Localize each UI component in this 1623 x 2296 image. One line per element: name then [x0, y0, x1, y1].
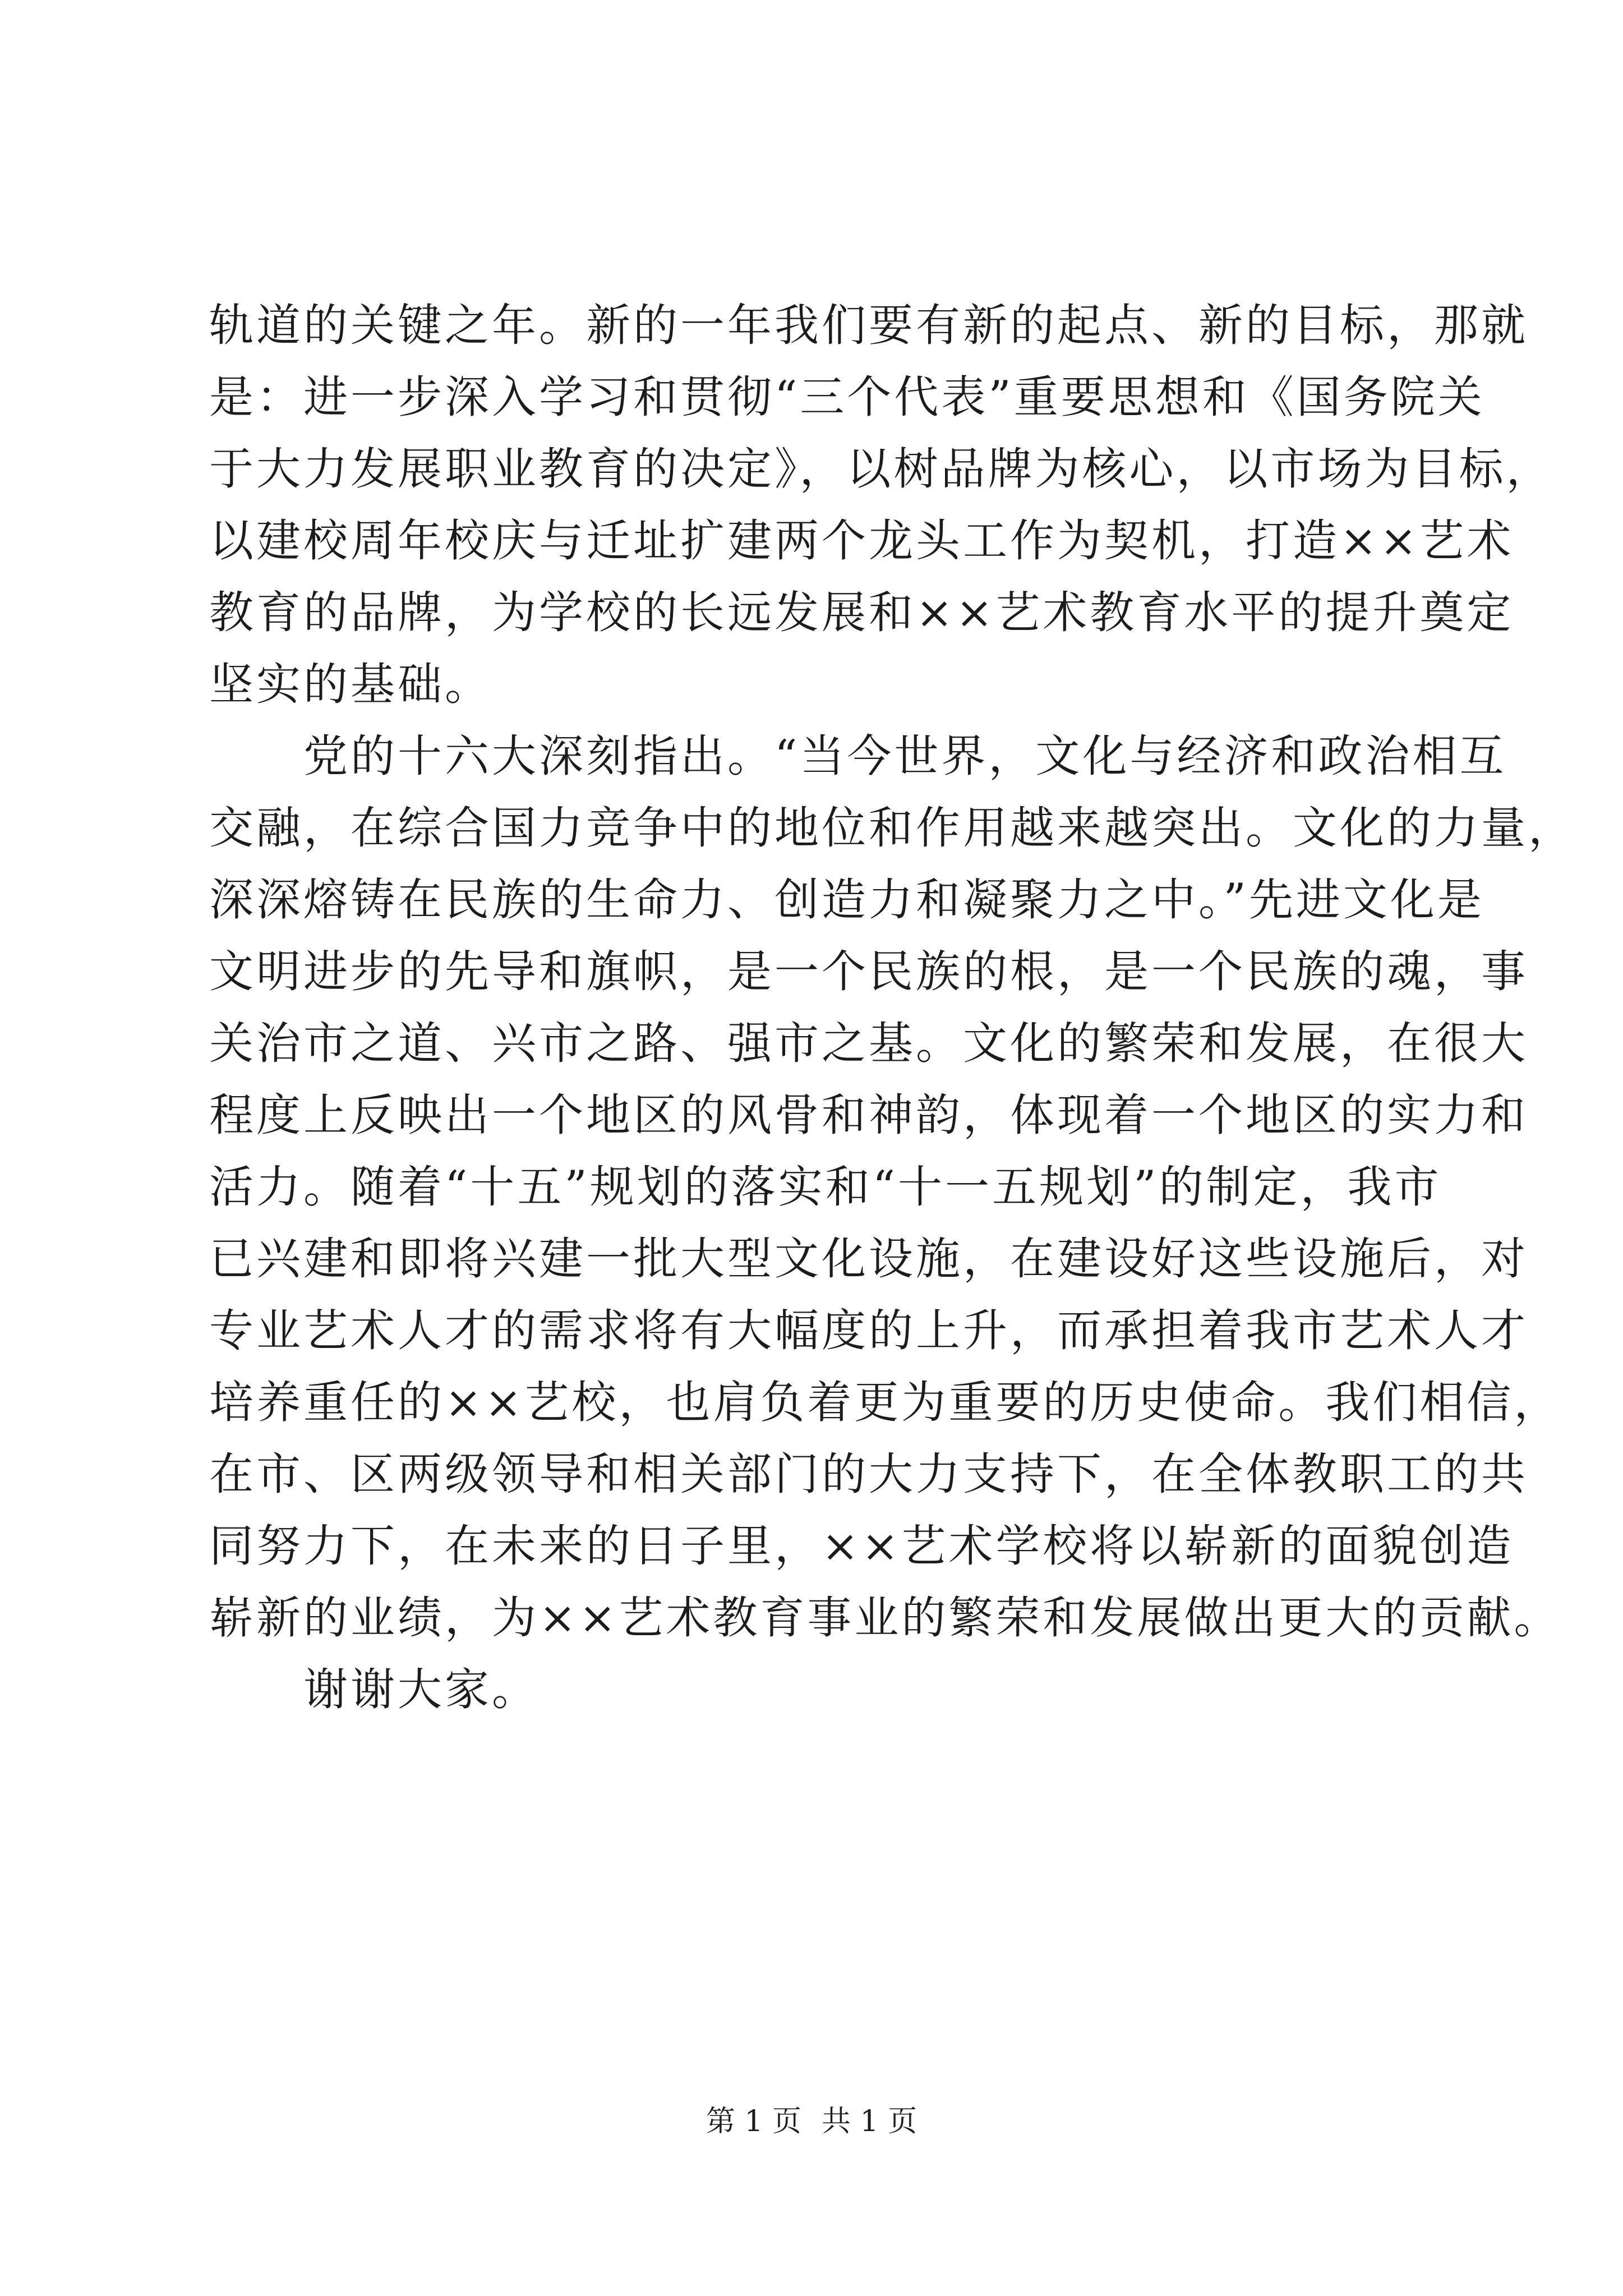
- page-total: 共 1 页: [822, 2105, 917, 2138]
- text-line: 文明进步的先导和旗帜，是一个民族的根，是一个民族的魂，事: [209, 946, 1528, 997]
- text-line: 交融，在综合国力竞争中的地位和作用越来越突出。文化的力量，: [209, 802, 1575, 854]
- text-line: 专业艺术人才的需求将有大幅度的上升，而承担着我市艺术人才: [209, 1305, 1528, 1356]
- text-line: 活力。随着“十五”规划的落实和“十一五规划”的制定，我市: [209, 1161, 1442, 1213]
- page-number: 第 1 页: [706, 2105, 801, 2138]
- paragraph-start-line: 党的十六大深刻指出。“当今世界，文化与经济和政治相互: [303, 730, 1507, 782]
- text-line: 崭新的业绩，为××艺术教育事业的繁荣和发展做出更大的贡献。: [209, 1592, 1561, 1644]
- text-line: 程度上反映出一个地区的风骨和神韵，体现着一个地区的实力和: [209, 1089, 1528, 1141]
- document-body: [209, 289, 1575, 1726]
- text-line: 已兴建和即将兴建一批大型文化设施，在建设好这些设施后，对: [209, 1233, 1528, 1285]
- text-line: 关治市之道、兴市之路、强市之基。文化的繁荣和发展，在很大: [209, 1018, 1528, 1069]
- text-line: 同努力下，在未来的日子里，××艺术学校将以崭新的面貌创造: [209, 1520, 1514, 1572]
- page-footer: [0, 2104, 1623, 2139]
- text-line: 在市、区两级领导和相关部门的大力支持下，在全体教职工的共: [209, 1448, 1528, 1500]
- text-line: 于大力发展职业教育的决定》，以树品牌为核心，以市场为目标，: [209, 443, 1553, 495]
- text-line: 坚实的基础。: [209, 659, 492, 710]
- text-line: 以建校周年校庆与迁址扩建两个龙头工作为契机，打造××艺术: [209, 515, 1514, 567]
- closing-line: 谢谢大家。: [303, 1664, 539, 1715]
- text-line: 轨道的关键之年。新的一年我们要有新的起点、新的目标，那就: [209, 300, 1528, 351]
- text-line: 教育的品牌，为学校的长远发展和××艺术教育水平的提升奠定: [209, 587, 1514, 638]
- text-line: 是：进一步深入学习和贯彻“三个代表”重要思想和《国务院关: [209, 371, 1485, 423]
- text-line: 培养重任的××艺校，也肩负着更为重要的历史使命。我们相信，: [209, 1377, 1561, 1428]
- text-line: 深深熔铸在民族的生命力、创造力和凝聚力之中。”先进文化是: [209, 874, 1484, 926]
